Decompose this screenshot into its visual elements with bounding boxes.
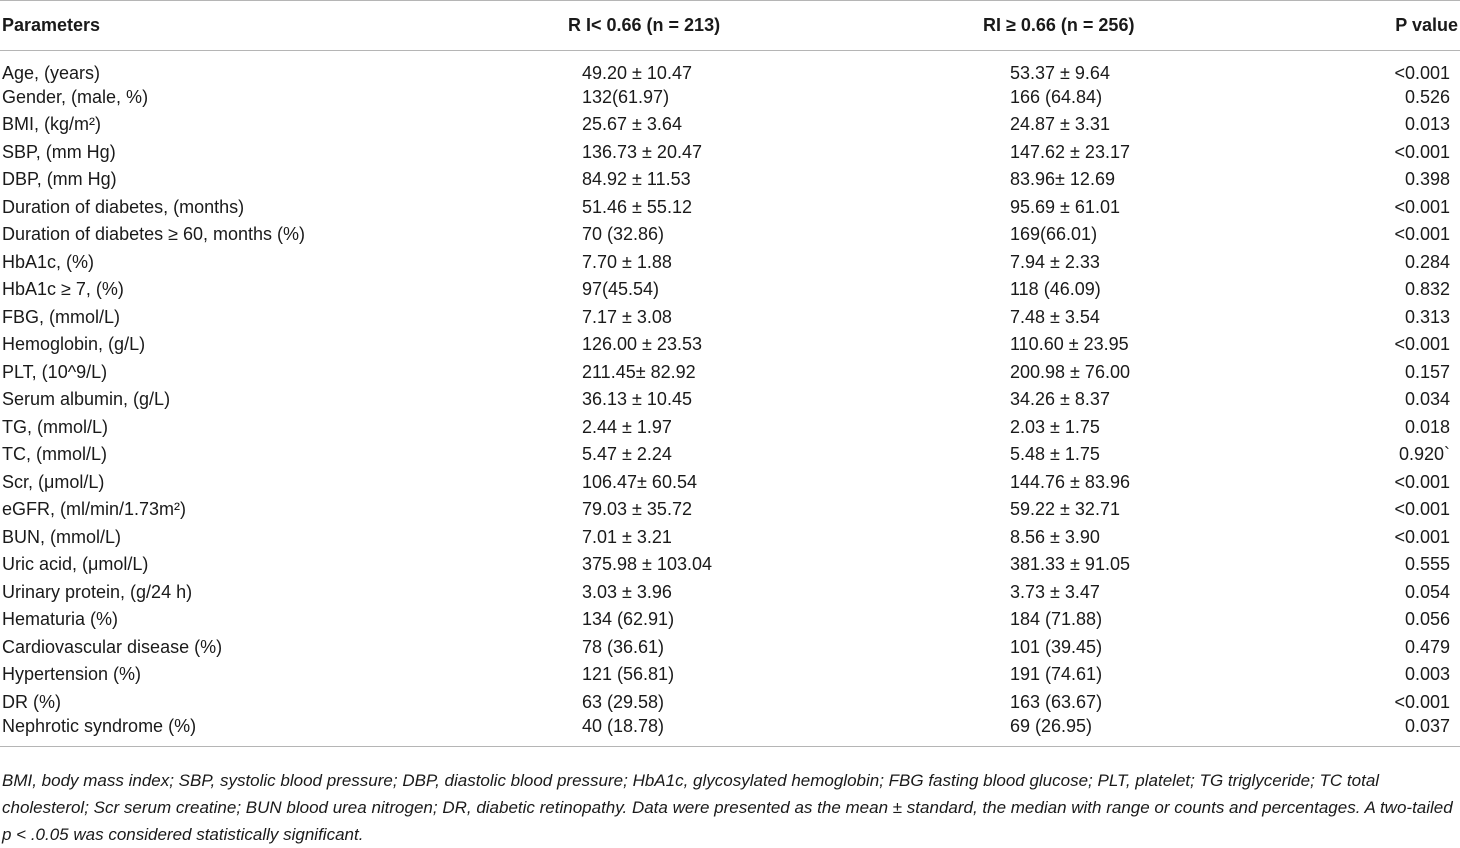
ri-high-value-cell: 381.33 ± 91.05 (1010, 554, 1130, 575)
parameter-cell: Duration of diabetes, (months) (2, 196, 245, 217)
table-row (0, 221, 1460, 249)
p-value-cell: 0.037 (1200, 716, 1460, 747)
parameter-cell: SBP, (mm Hg) (2, 141, 116, 162)
parameter-cell: HbA1c, (%) (2, 251, 95, 272)
ri-high-value-cell: 166 (64.84) (1010, 86, 1103, 107)
p-value-cell: <0.001 (1394, 499, 1450, 520)
table-row (0, 248, 1460, 276)
ri-high-value-cell: 147.62 ± 23.17 (1010, 141, 1130, 162)
ri-high-value-cell: 200.98 ± 76.00 (1010, 361, 1130, 382)
p-value-cell: 0.056 (1404, 609, 1450, 630)
p-value-cell: 0.018 (1404, 416, 1450, 437)
p-value-cell: <0.001 (1394, 471, 1450, 492)
parameter-cell: Age, (years) (2, 63, 101, 83)
parameter-cell: Duration of diabetes ≥ 60, months (%) (2, 224, 306, 245)
table-row (0, 386, 1460, 414)
parameter-cell: Urinary protein, (g/24 h) (2, 581, 193, 602)
ri-high-value-cell: 8.56 ± 3.90 (1010, 526, 1100, 547)
ri-low-value-cell: 136.73 ± 20.47 (582, 141, 702, 162)
ri-high-value-cell: 7.48 ± 3.54 (1010, 306, 1100, 327)
p-value-cell: <0.001 (1394, 526, 1450, 547)
table-row (0, 468, 1460, 496)
table-row (0, 661, 1460, 689)
ri-low-value-cell: 106.47± 60.54 (582, 471, 697, 492)
ri-low-value-cell: 375.98 ± 103.04 (582, 554, 712, 575)
table-footnote: BMI, body mass index; SBP, systolic blood pressure; DBP, diastolic blood pressure; HbA1c, glycosylated hemoglobin; FBG fasting blood glucose; PLT, platelet; TG triglyceride; TC total cholesterol; Scr serum creatine; BUN blood urea nitrogen; DR, diabetic retinopathy. Data were presented as the mean ± standard, the median with range or counts and percentages. A two-tailed p < .0.05 was considered statistically significant. (2, 771, 1453, 844)
p-value-cell: 0.157 (1404, 361, 1450, 382)
p-value-cell: <0.001 (1394, 63, 1450, 83)
table-row (0, 138, 1460, 166)
parameter-cell: TG, (mmol/L) (2, 416, 108, 437)
p-value-cell: 0.398 (1404, 169, 1450, 190)
ri-high-value-cell: 144.76 ± 83.96 (1010, 471, 1130, 492)
parameter-cell: Hypertension (%) (2, 664, 142, 685)
table-row (0, 496, 1460, 524)
table-row (0, 166, 1460, 194)
table-row (0, 688, 1460, 716)
p-value-cell: 0.054 (1404, 581, 1450, 602)
ri-high-value-cell: 7.94 ± 2.33 (1010, 251, 1100, 272)
p-value-cell: 0.526 (1404, 86, 1450, 107)
p-value-cell: 0.832 (1404, 279, 1450, 300)
parameter-cell: Nephrotic syndrome (%) (0, 716, 520, 747)
ri-high-value-cell: 101 (39.45) (1010, 636, 1103, 657)
parameter-cell: PLT, (10^9/L) (2, 361, 108, 382)
table-row (0, 716, 1460, 747)
ri-high-value-cell: 69 (26.95) (800, 716, 1200, 747)
p-value-cell: 0.284 (1404, 251, 1450, 272)
p-value-cell: <0.001 (1394, 196, 1450, 217)
ri-high-value-cell: 83.96± 12.69 (1010, 169, 1115, 190)
parameter-cell: TC, (mmol/L) (2, 444, 107, 465)
parameter-cell: HbA1c ≥ 7, (%) (2, 279, 124, 300)
table-row (0, 578, 1460, 606)
table-row (0, 51, 1460, 84)
p-value-cell: 0.013 (1404, 114, 1450, 135)
ri-high-value-cell: 191 (74.61) (1010, 664, 1103, 685)
parameter-cell: Hematuria (%) (2, 609, 119, 630)
table-row (0, 551, 1460, 579)
table-row (0, 193, 1460, 221)
p-value-cell: 0.313 (1404, 306, 1450, 327)
parameter-cell: Scr, (μmol/L) (2, 471, 105, 492)
header-parameters: Parameters (0, 1, 520, 51)
p-value-cell: <0.001 (1394, 224, 1450, 245)
ri-high-value-cell: 184 (71.88) (1010, 609, 1103, 630)
ri-low-value-cell: 134 (62.91) (582, 609, 675, 630)
ri-low-value-cell: 7.70 ± 1.88 (582, 251, 672, 272)
table-body (0, 51, 1460, 747)
table-row (0, 276, 1460, 304)
parameter-cell: Cardiovascular disease (%) (2, 636, 223, 657)
p-value-cell: 0.479 (1404, 636, 1450, 657)
ri-high-value-cell: 169(66.01) (1010, 224, 1098, 245)
table-row (0, 83, 1460, 111)
ri-high-value-cell: 34.26 ± 8.37 (1010, 389, 1110, 410)
p-value-cell: 0.555 (1404, 554, 1450, 575)
table-row (0, 413, 1460, 441)
header-group-ri-high: RI ≥ 0.66 (n = 256) (800, 1, 1200, 51)
ri-low-value-cell: 132(61.97) (582, 86, 670, 107)
parameter-cell: FBG, (mmol/L) (2, 306, 121, 327)
parameter-cell: DBP, (mm Hg) (2, 169, 117, 190)
ri-low-value-cell: 126.00 ± 23.53 (582, 334, 702, 355)
parameter-cell: Hemoglobin, (g/L) (2, 334, 146, 355)
ri-low-value-cell: 63 (29.58) (582, 691, 665, 712)
ri-high-value-cell: 3.73 ± 3.47 (1010, 581, 1100, 602)
ri-low-value-cell: 7.01 ± 3.21 (582, 526, 672, 547)
ri-low-value-cell: 84.92 ± 11.53 (582, 169, 691, 190)
parameter-cell: Gender, (male, %) (2, 86, 149, 107)
table-row (0, 331, 1460, 359)
ri-low-value-cell: 78 (36.61) (582, 636, 665, 657)
table-row (0, 606, 1460, 634)
ri-low-value-cell: 49.20 ± 10.47 (582, 63, 692, 83)
parameter-cell: Uric acid, (μmol/L) (2, 554, 149, 575)
ri-high-value-cell: 5.48 ± 1.75 (1010, 444, 1100, 465)
parameter-cell: BMI, (kg/m²) (2, 114, 101, 135)
p-value-cell: 0.034 (1404, 389, 1450, 410)
ri-low-value-cell: 2.44 ± 1.97 (582, 416, 672, 437)
table-row (0, 358, 1460, 386)
ri-low-value-cell: 79.03 ± 35.72 (582, 499, 692, 520)
ri-low-value-cell: 36.13 ± 10.45 (582, 389, 692, 410)
ri-low-value-cell: 3.03 ± 3.96 (582, 581, 672, 602)
parameter-cell: Serum albumin, (g/L) (2, 389, 171, 410)
ri-high-value-cell: 59.22 ± 32.71 (1010, 499, 1120, 520)
table-row (0, 523, 1460, 551)
ri-low-value-cell: 97(45.54) (582, 279, 660, 300)
table-row (0, 303, 1460, 331)
ri-high-value-cell: 163 (63.67) (1010, 691, 1103, 712)
parameter-cell: DR (%) (2, 691, 61, 712)
parameter-cell: BUN, (mmol/L) (2, 526, 122, 547)
table-row (0, 633, 1460, 661)
table-row (0, 111, 1460, 139)
ri-high-value-cell: 2.03 ± 1.75 (1010, 416, 1100, 437)
p-value-cell: <0.001 (1394, 691, 1450, 712)
header-p-value: P value (1200, 1, 1460, 51)
ri-high-value-cell: 95.69 ± 61.01 (1010, 196, 1120, 217)
table-header-row (0, 1, 1460, 51)
ri-high-value-cell: 53.37 ± 9.64 (1010, 63, 1110, 83)
ri-low-value-cell: 40 (18.78) (520, 716, 800, 747)
ri-low-value-cell: 5.47 ± 2.24 (582, 444, 672, 465)
ri-low-value-cell: 211.45± 82.92 (582, 361, 696, 382)
parameter-cell: eGFR, (ml/min/1.73m²) (2, 499, 187, 520)
p-value-cell: <0.001 (1394, 141, 1450, 162)
ri-high-value-cell: 118 (46.09) (1010, 279, 1101, 300)
ri-low-value-cell: 51.46 ± 55.12 (582, 196, 692, 217)
ri-low-value-cell: 25.67 ± 3.64 (582, 114, 682, 135)
table-row (0, 441, 1460, 469)
ri-low-value-cell: 121 (56.81) (582, 664, 675, 685)
p-value-cell: <0.001 (1394, 334, 1450, 355)
header-group-ri-low: R I< 0.66 (n = 213) (520, 1, 800, 51)
p-value-cell: 0.920` (1398, 444, 1450, 465)
ri-high-value-cell: 24.87 ± 3.31 (1010, 114, 1110, 135)
p-value-cell: 0.003 (1404, 664, 1450, 685)
ri-high-value-cell: 110.60 ± 23.95 (1010, 334, 1129, 355)
ri-low-value-cell: 7.17 ± 3.08 (582, 306, 672, 327)
ri-low-value-cell: 70 (32.86) (582, 224, 665, 245)
